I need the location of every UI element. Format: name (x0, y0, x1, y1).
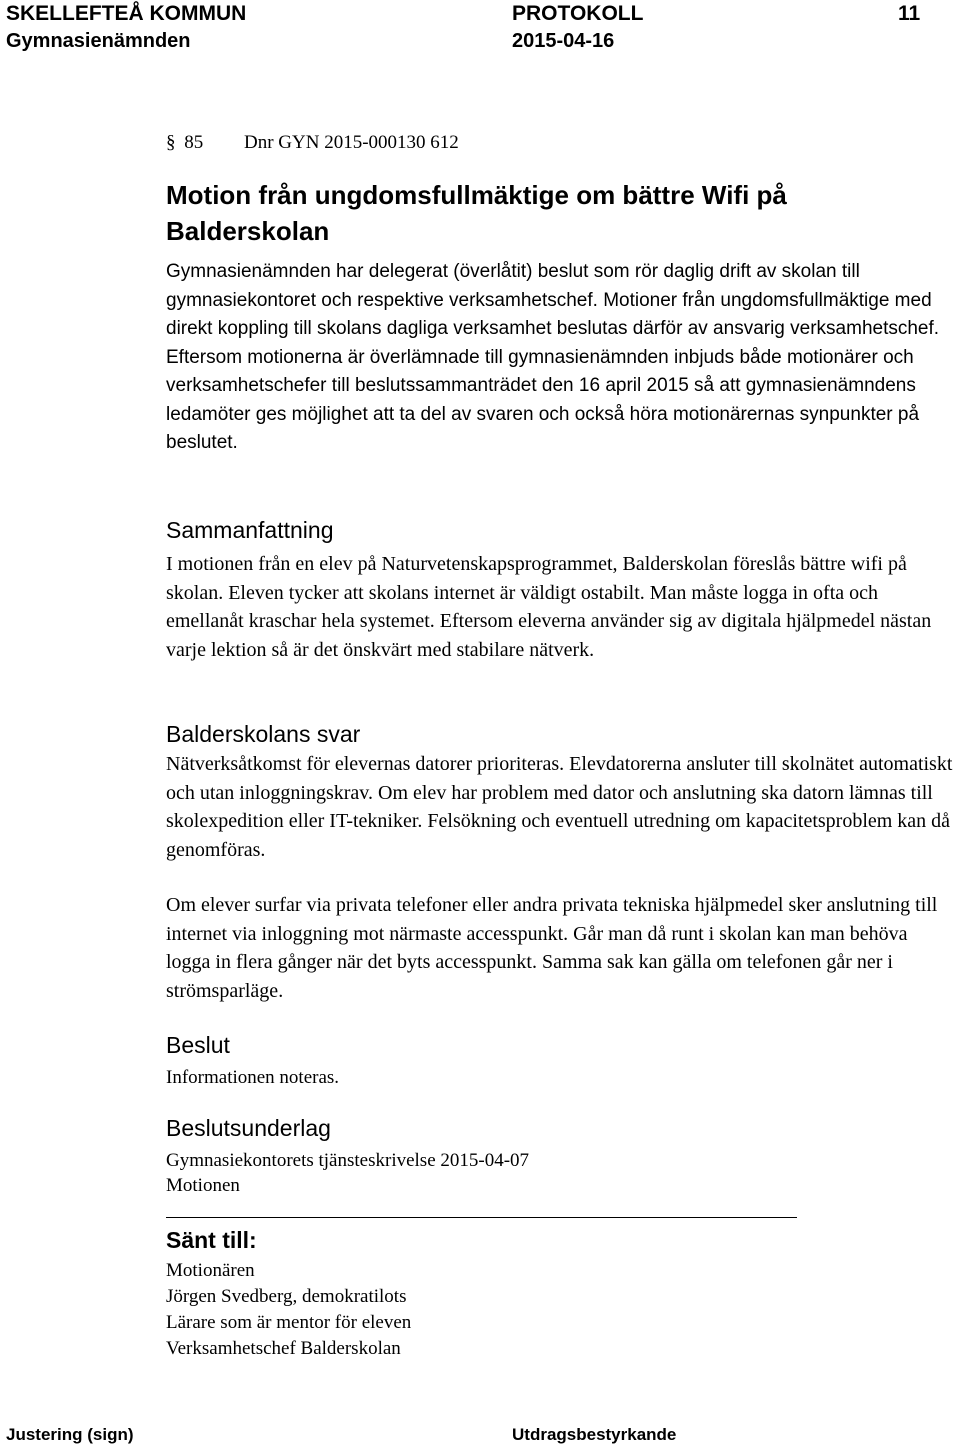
sant-till-heading: Sänt till: (166, 1227, 257, 1253)
svar-heading: Balderskolans svar (166, 721, 361, 747)
justering-label: Justering (sign) (6, 1425, 134, 1444)
beslutsunderlag-item: Gymnasiekontorets tjänsteskrivelse 2015-04-07 (166, 1150, 530, 1171)
dnr: Dnr GYN 2015-000130 612 (244, 132, 459, 153)
organization-name: SKELLEFTEÅ KOMMUN (6, 2, 247, 25)
beslut-heading: Beslut (166, 1032, 230, 1058)
beslutsunderlag-item: Motionen (166, 1175, 240, 1196)
recipient-item: Lärare som är mentor för eleven (166, 1312, 412, 1333)
document-type: PROTOKOLL (512, 2, 644, 25)
section-symbol: § (166, 132, 176, 153)
item-reference (166, 131, 459, 155)
svar-paragraph-2: Om elever surfar via privata telefoner eller andra privata tekniska hjälpmedel sker anslutning till internet via inloggning mot närmaste accesspunkt. Går man då runt i skolan kan man behöva logga in flera gånger när det byts accesspunkt. Samma sak kan gälla om telefonen går ner i strömsparläge. (166, 894, 938, 1002)
beslut-text: Informationen noteras. (166, 1067, 340, 1088)
intro-paragraph: Gymnasienämnden har delegerat (överlåtit) beslut som rör daglig drift av skolan till gymnasiekontoret och respektive verksamhetschef. Motioner från ungdomsfullmäktige med direkt koppling till skolans dagliga verksamhet beslutas därför av ansvarig verksamhetschef. Eftersom motionerna är överlämnade till gymnasienämnden inbjuds både motionärer och verksamhetschefer till beslutssammanträdet den 16 april 2015 så att gymnasienämndens ledamöter ges möjlighet att ta del av svaren och också höra motionärernas synpunkter på beslutet. (166, 261, 940, 453)
page-title: Motion från ungdomsfullmäktige om bättre Wifi på Balderskolan (166, 180, 787, 246)
recipient-item: Motionären (166, 1260, 255, 1281)
page-number: 11 (898, 2, 921, 25)
sammanfattning-text: I motionen från en elev på Naturvetenskapsprogrammet, Balderskolan föreslås bättre wifi på skolan. Eleven tycker att skolans internet är väldigt ostabilt. Man måste logga in ofta och emellanåt kraschar hela systemet. Eftersom eleverna använder sig av digitala hjälpmedel nästan varje lektion så är det önskvärt med stabilare nätverk. (166, 553, 932, 661)
recipient-item: Jörgen Svedberg, demokratilots (166, 1286, 407, 1307)
item-number: 85 (184, 132, 204, 153)
beslutsunderlag-heading: Beslutsunderlag (166, 1115, 331, 1141)
svar-paragraph-1: Nätverksåtkomst för elevernas datorer prioriteras. Elevdatorerna ansluter till skolnätet automatiskt och utan inloggningskrav. Om elev har problem med dator och anslutning ska datorn lämnas till skolexpedition eller IT-tekniker. Felsökning och eventuell utredning om kapacitetsproblem kan då genomföras. (166, 753, 953, 861)
sammanfattning-heading: Sammanfattning (166, 517, 334, 543)
meeting-date: 2015-04-16 (512, 30, 615, 52)
recipient-item: Verksamhetschef Balderskolan (166, 1338, 401, 1359)
utdragsbestyrkande-label: Utdragsbestyrkande (512, 1425, 677, 1444)
committee-name: Gymnasienämnden (6, 30, 191, 52)
divider (166, 1217, 797, 1218)
